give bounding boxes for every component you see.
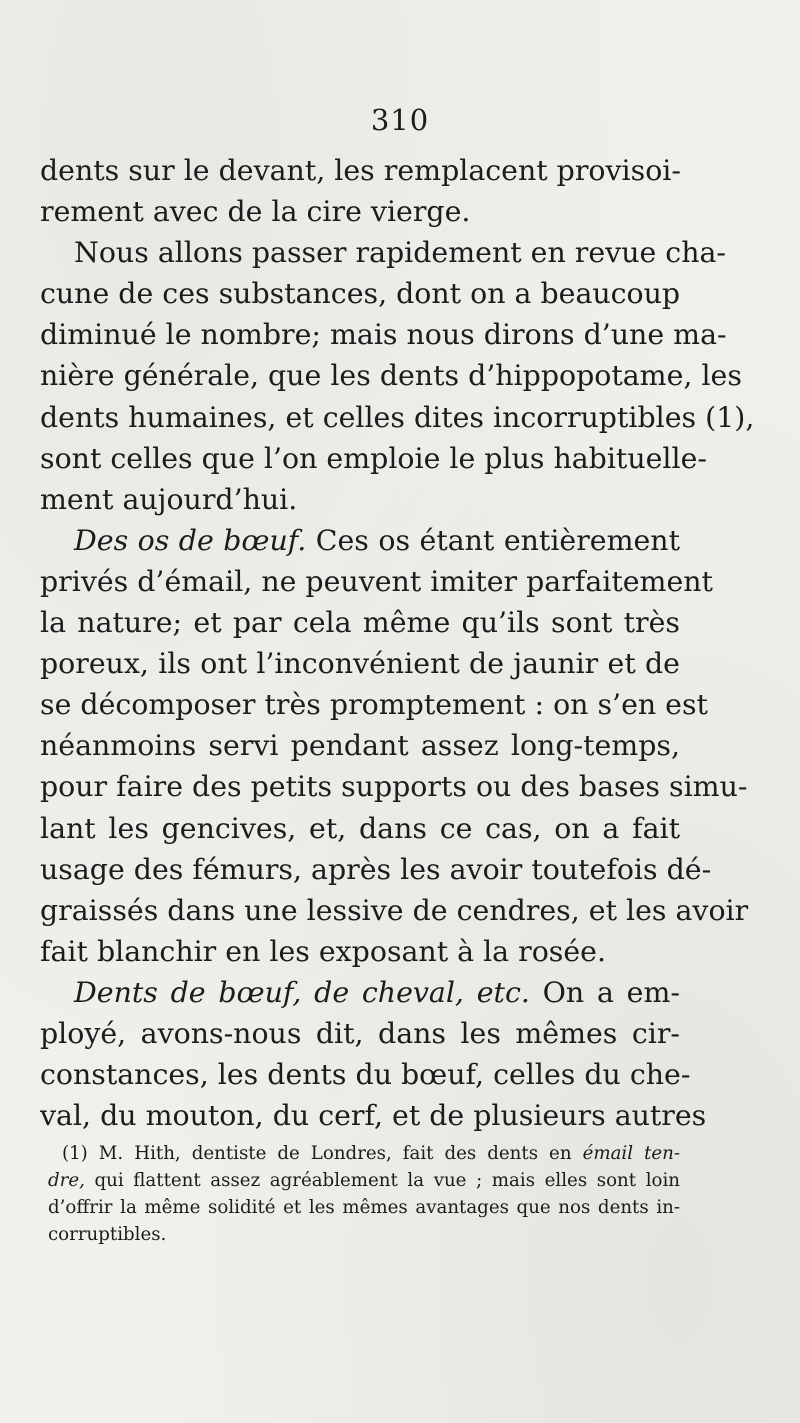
text-line: nière générale, que les dents d’hippopotame, les [40, 359, 742, 393]
italic-heading: Dents de bœuf, de cheval, etc. [74, 975, 530, 1009]
text-line: constances, les dents du bœuf, celles du che- [40, 1058, 691, 1092]
text-line: se décomposer très promptement : on s’en est [40, 688, 708, 722]
text-line: diminué le nombre; mais nous dirons d’une ma- [40, 318, 727, 352]
text-line [40, 520, 680, 561]
text-line: néanmoins servi pendant assez long-temps, [40, 729, 680, 763]
text-line: Nous allons passer rapidement en revue cha- [74, 236, 727, 270]
page-number: 310 [370, 103, 430, 137]
text-line: graissés dans une lessive de cendres, et les avoir [40, 893, 749, 927]
text-line: dents humaines, et celles dites incorruptibles (1), [40, 400, 755, 434]
text-line: lant les gencives, et, dans ce cas, on a fait [40, 811, 680, 845]
text-line: usage des fémurs, après les avoir toutefois dé- [40, 852, 712, 886]
text-span: Ces os étant entièrement [306, 523, 680, 557]
footnote-line: corruptibles. [48, 1224, 167, 1245]
text-line: pour faire des petits supports ou des bases simu- [40, 770, 748, 804]
footnote-line [48, 1167, 680, 1194]
text-span: On a em- [529, 975, 680, 1009]
footnote-line: d’offrir la même solidité et les mêmes avantages que nos dents in- [48, 1197, 680, 1218]
text-line: poreux, ils ont l’inconvénient de jaunir et de [40, 647, 680, 681]
text-line: ment aujourd’hui. [40, 482, 298, 516]
text-line: rement avec de la cire vierge. [40, 195, 471, 229]
footnote-line [48, 1140, 680, 1167]
italic-text: émail ten- [582, 1143, 681, 1164]
italic-heading: Des os de bœuf. [74, 523, 307, 557]
text-span: (1) M. Hith, dentiste de Londres, fait des dents en [62, 1143, 583, 1164]
text-line: cune de ces substances, dont on a beaucoup [40, 277, 681, 311]
text-line [40, 972, 680, 1013]
text-line: dents sur le devant, les remplacent provisoi- [40, 154, 681, 187]
text-line: val, du mouton, du cerf, et de plusieurs autres [40, 1099, 707, 1133]
text-span: qui flattent assez agréablement la vue ; mais elles sont loin [84, 1170, 680, 1191]
text-line: privés d’émail, ne peuvent imiter parfaitement [40, 564, 713, 598]
text-line: fait blanchir en les exposant à la rosée. [40, 934, 606, 968]
footnote [48, 1140, 680, 1248]
italic-text: dre, [48, 1170, 85, 1191]
body-text [40, 150, 755, 1136]
text-line: ployé, avons-nous dit, dans les mêmes cir- [40, 1016, 680, 1050]
text-line: sont celles que l’on emploie le plus habituelle- [40, 441, 707, 475]
text-line: la nature; et par cela même qu’ils sont très [40, 606, 680, 640]
